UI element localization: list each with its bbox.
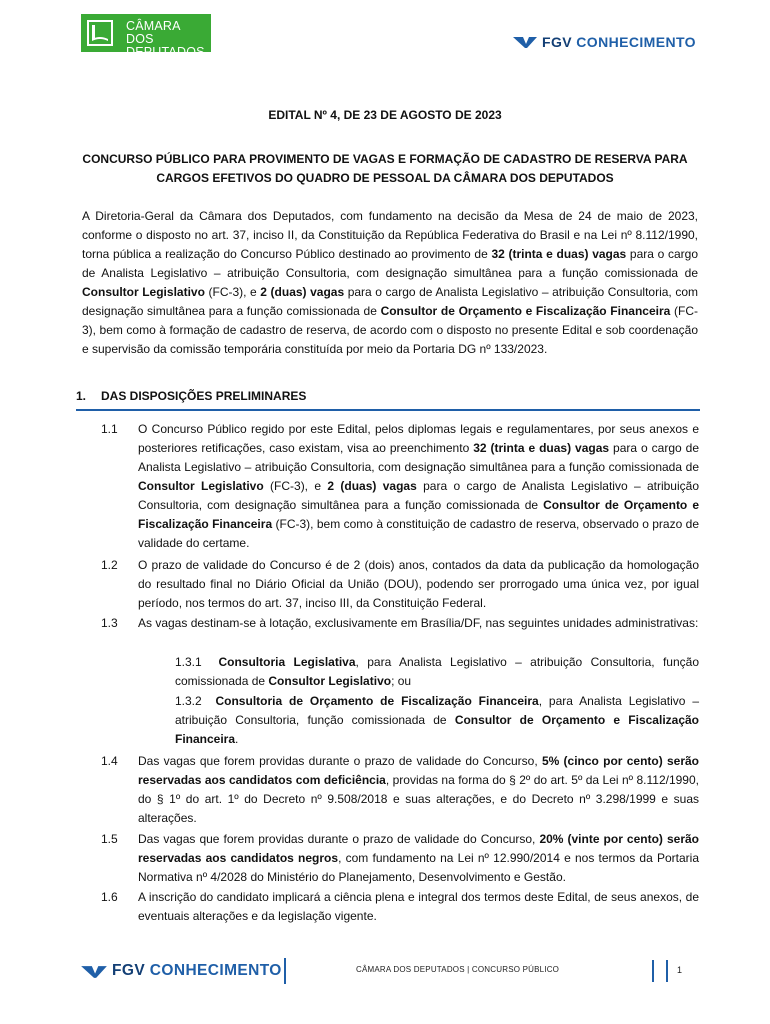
fgv-logo-footer [81,960,282,982]
section-number: 1. [76,389,87,403]
item-1-3-text: As vagas destinam-se à lotação, exclusivamente em Brasília/DF, nas seguintes unidades administrativas: [138,616,699,630]
page-number: 1 [677,965,683,975]
fgv-wing-icon [81,964,107,979]
fgv-wing-icon [513,35,537,49]
camara-logo-line1: CÂMARA DOS [126,19,180,46]
footer-divider [652,960,654,982]
intro-paragraph: A Diretoria-Geral da Câmara dos Deputados, com fundamento na decisão da Mesa de 24 de maio de 2023, conforme o disposto no art. 37, inciso II, da Constituição da República Federativa do Brasil e na Lei nº 8.112/1990, torna pública a realização do Concurso Público destinado ao provimento de 32 (trinta e duas) vagas para o cargo de Analista Legislativo – atribuição Consultoria, com designação simultânea para a função comissionada de Consultor Legislativo (FC-3), e 2 (duas) vagas para o cargo de Analista Legislativo – atribuição Consultoria, com designação simultânea para a função comissionada de Consultor de Orçamento e Fiscalização Financeira (FC-3), bem como à formação de cadastro de reserva, de acordo com o disposto no presente Edital e sob coordenação e supervisão da comissão temporária constituída por meio da Portaria DG nº 133/2023. [82,209,699,356]
fgv-logo-fgv: FGV [542,34,572,50]
item-1-6-text: A inscrição do candidato implicará a ciência plena e integral dos termos deste Edital, de seus anexos, de eventuais alterações e da legislação vigente. [138,890,699,923]
item-number: 1.2 [101,558,118,572]
item-1-3-1-text: 1.3.1 Consultoria Legislativa, para Analista Legislativo – atribuição Consultoria, função comissionada de Consultor Legislativo; ou [175,655,700,688]
footer-divider [284,958,286,984]
item-number: 1.6 [101,890,118,904]
item-1-1-text: O Concurso Público regido por este Edital, pelos diplomas legais e regulamentares, por seus anexos e posteriores retificações, caso existam, visa ao preenchimento 32 (trinta e duas) vagas para o cargo de Analista Legislativo – atribuição Consultoria, com designação simultânea para a função comissionada de Consultor Legislativo (FC-3), e 2 (duas) vagas para o cargo de Analista Legislativo – atribuição Consultoria, com designação simultânea para a função comissionada de Consultor de Orçamento e Fiscalização Financeira (FC-3), bem como à constituição de cadastro de reserva, observado o prazo de validade do certame. [138,422,700,550]
item-1-5-text: Das vagas que forem providas durante o prazo de validade do Concurso, 20% (vinte por cento) serão reservadas aos candidatos negros, com fundamento na Lei nº 12.990/2014 e nos termos da Portaria Normativa nº 4/2028 do Ministério do Planejamento, Desenvolvimento e Gestão. [138,832,699,884]
document-subtitle-line2: CARGOS EFETIVOS DO QUADRO DE PESSOAL DA CÂMARA DOS DEPUTADOS [156,171,614,185]
section-title: DAS DISPOSIÇÕES PRELIMINARES [101,389,307,403]
section-divider [76,409,700,411]
camara-logo [81,14,211,59]
footer-divider [666,960,668,982]
item-number: 1.3 [101,616,118,630]
item-number: 1.4 [101,754,118,768]
fgv-footer-fgv: FGV [112,962,146,979]
fgv-footer-conhecimento: CONHECIMENTO [149,962,282,979]
footer-text: CÂMARA DOS DEPUTADOS | CONCURSO PÚBLICO [356,965,560,974]
item-1-4-text: Das vagas que forem providas durante o prazo de validade do Concurso, 5% (cinco por cento) serão reservadas aos candidatos com deficiência, providas na forma do § 2º do art. 5º da Lei nº 8.112/1990, do § 1º do art. 1º do Decreto nº 9.508/2018 e suas alterações, e do Decreto nº 3.298/1999 e suas alterações. [138,754,700,825]
camara-logo-line2: DEPUTADOS [126,45,205,59]
document-title: EDITAL Nº 4, DE 23 DE AGOSTO DE 2023 [268,108,502,122]
item-number: 1.5 [101,832,118,846]
item-1-3-2-text: 1.3.2 Consultoria de Orçamento de Fiscalização Financeira, para Analista Legislativo – atribuição Consultoria, função comissionada de Consultor de Orçamento e Fiscalização Financeira. [175,694,700,746]
document-subtitle-line1: CONCURSO PÚBLICO PARA PROVIMENTO DE VAGAS E FORMAÇÃO DE CADASTRO DE RESERVA PARA [82,152,688,166]
camara-building-icon [87,20,113,46]
fgv-logo-conhecimento: CONHECIMENTO [576,34,696,50]
fgv-logo-header [513,32,696,52]
item-number: 1.1 [101,422,118,436]
item-1-2-text: O prazo de validade do Concurso é de 2 (dois) anos, contados da data da publicação da homologação do resultado final no Diário Oficial da União (DOU), podendo ser prorrogado uma única vez, por igual período, nos termos do art. 37, inciso III, da Constituição Federal. [138,558,699,610]
